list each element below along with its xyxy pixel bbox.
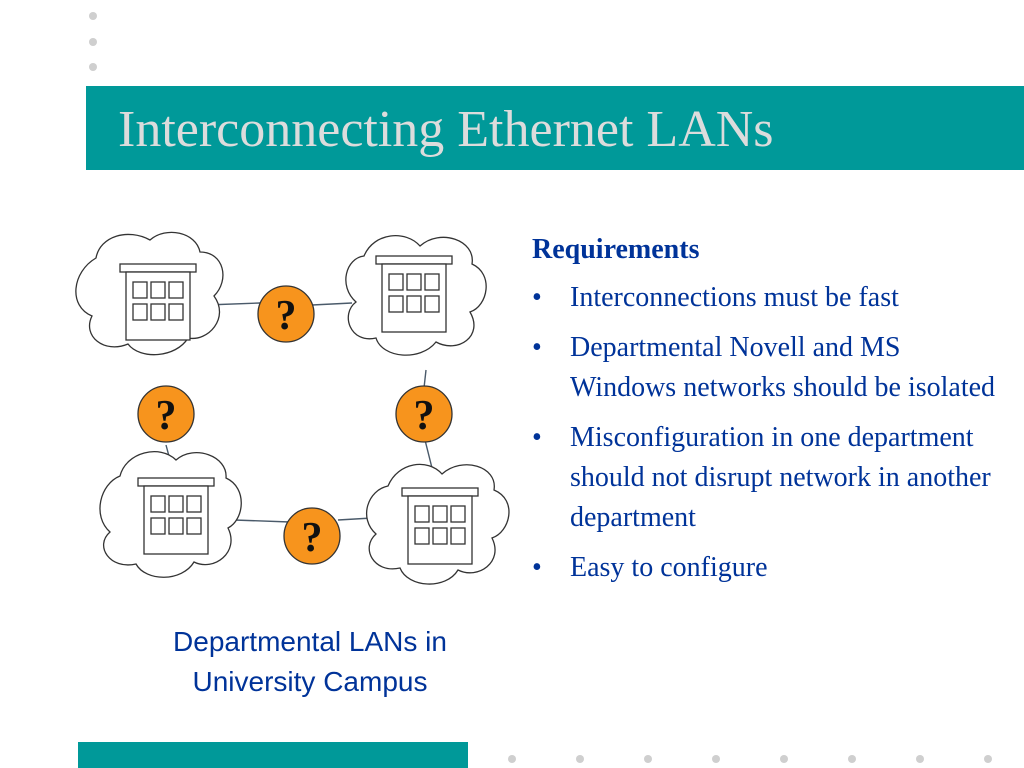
diagram-caption (110, 622, 510, 702)
caption-line-2: University Campus (192, 666, 428, 697)
decor-dot (508, 755, 516, 763)
link-line (424, 370, 426, 388)
requirements-list (532, 278, 1012, 588)
building-icon (376, 256, 452, 332)
requirement-text: Interconnections must be fast (570, 282, 899, 313)
decor-dot (576, 755, 584, 763)
requirement-item (532, 418, 1012, 538)
decor-dot (848, 755, 856, 763)
decor-dot (984, 755, 992, 763)
building-icon (138, 478, 214, 554)
requirement-item (532, 328, 1012, 408)
requirements-heading: Requirements (532, 234, 700, 265)
building-icon (402, 488, 478, 564)
requirement-item (532, 278, 1012, 318)
connector-top (258, 286, 314, 342)
connector-left-label: ? (155, 393, 177, 439)
slide-title: Interconnecting Ethernet LANs (118, 101, 774, 158)
bullet-icon: • (532, 332, 542, 363)
decor-dot (780, 755, 788, 763)
decor-dot (712, 755, 720, 763)
decor-dot (916, 755, 924, 763)
bullet-icon: • (532, 552, 542, 583)
requirement-text: Departmental Novell and MS Windows networks should be isolated (570, 332, 996, 403)
building-icon (120, 264, 196, 340)
bullet-icon: • (532, 422, 542, 453)
connector-bottom-label: ? (301, 515, 323, 561)
connector-right-label: ? (413, 393, 435, 439)
connector-left (138, 386, 194, 442)
requirements-panel (532, 230, 1012, 598)
footer-bar (78, 742, 468, 768)
link-line (234, 520, 290, 522)
caption-line-1: Departmental LANs in (173, 626, 447, 657)
requirement-item (532, 548, 1012, 588)
bullet-icon: • (532, 282, 542, 313)
connector-top-label: ? (275, 293, 297, 339)
link-line (312, 303, 352, 305)
requirement-text: Easy to configure (570, 552, 768, 583)
connector-right (396, 386, 452, 442)
decor-dot (644, 755, 652, 763)
connector-bottom (284, 508, 340, 564)
requirement-text: Misconfiguration in one department should not disrupt network in another department (570, 422, 991, 533)
